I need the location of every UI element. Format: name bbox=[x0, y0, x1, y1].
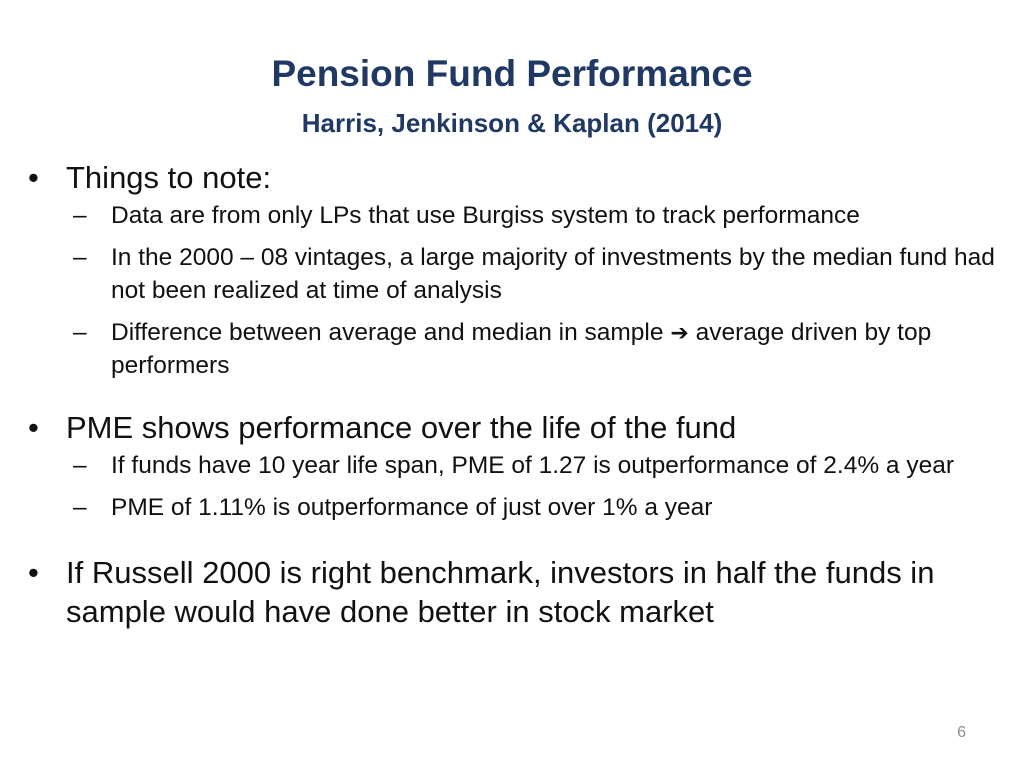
dash-icon: – bbox=[73, 202, 87, 229]
bullet-icon: • bbox=[28, 555, 39, 590]
sub-bullet-text: PME of 1.11% is outperformance of just over 1% a year bbox=[111, 494, 713, 521]
bullet-icon: • bbox=[28, 410, 39, 445]
slide-number: 6 bbox=[957, 724, 966, 741]
sub-bullet-item bbox=[73, 491, 1003, 524]
sub-bullet-text: Data are from only LPs that use Burgiss system to track performance bbox=[111, 202, 860, 229]
dash-icon: – bbox=[73, 494, 87, 521]
slide-title: Pension Fund Performance bbox=[271, 53, 753, 94]
dash-icon: – bbox=[73, 319, 87, 346]
slide-subtitle: Harris, Jenkinson & Kaplan (2014) bbox=[301, 108, 723, 138]
bullet-item bbox=[28, 408, 1003, 447]
sub-bullet-text-before-arrow: Difference between average and median in sample bbox=[111, 319, 664, 346]
sub-bullet-text-after-arrow: average driven by top performers bbox=[111, 319, 932, 379]
bullet-item bbox=[28, 158, 1003, 197]
sub-bullet-item bbox=[73, 316, 1003, 382]
sub-bullet-item bbox=[73, 241, 1003, 307]
slide-body bbox=[28, 158, 1003, 631]
sub-bullet-text: In the 2000 – 08 vintages, a large majority of investments by the median fund had not been realized at time of analysis bbox=[111, 244, 995, 304]
dash-icon: – bbox=[73, 452, 87, 479]
sub-bullet-list bbox=[28, 449, 1003, 524]
bullet-icon: • bbox=[28, 160, 39, 195]
sub-bullet-item bbox=[73, 449, 1003, 482]
right-arrow-icon: ➔ bbox=[670, 320, 689, 345]
sub-bullet-text: If funds have 10 year life span, PME of 1.27 is outperformance of 2.4% a year bbox=[111, 452, 955, 479]
bullet-text: If Russell 2000 is right benchmark, investors in half the funds in sample would have done better in stock market bbox=[66, 555, 935, 629]
sub-bullet-list bbox=[28, 199, 1003, 382]
bullet-item bbox=[28, 553, 1003, 631]
bullet-text: Things to note: bbox=[66, 160, 272, 195]
sub-bullet-item bbox=[73, 199, 1003, 232]
dash-icon: – bbox=[73, 244, 87, 271]
bullet-text: PME shows performance over the life of the fund bbox=[66, 410, 737, 445]
